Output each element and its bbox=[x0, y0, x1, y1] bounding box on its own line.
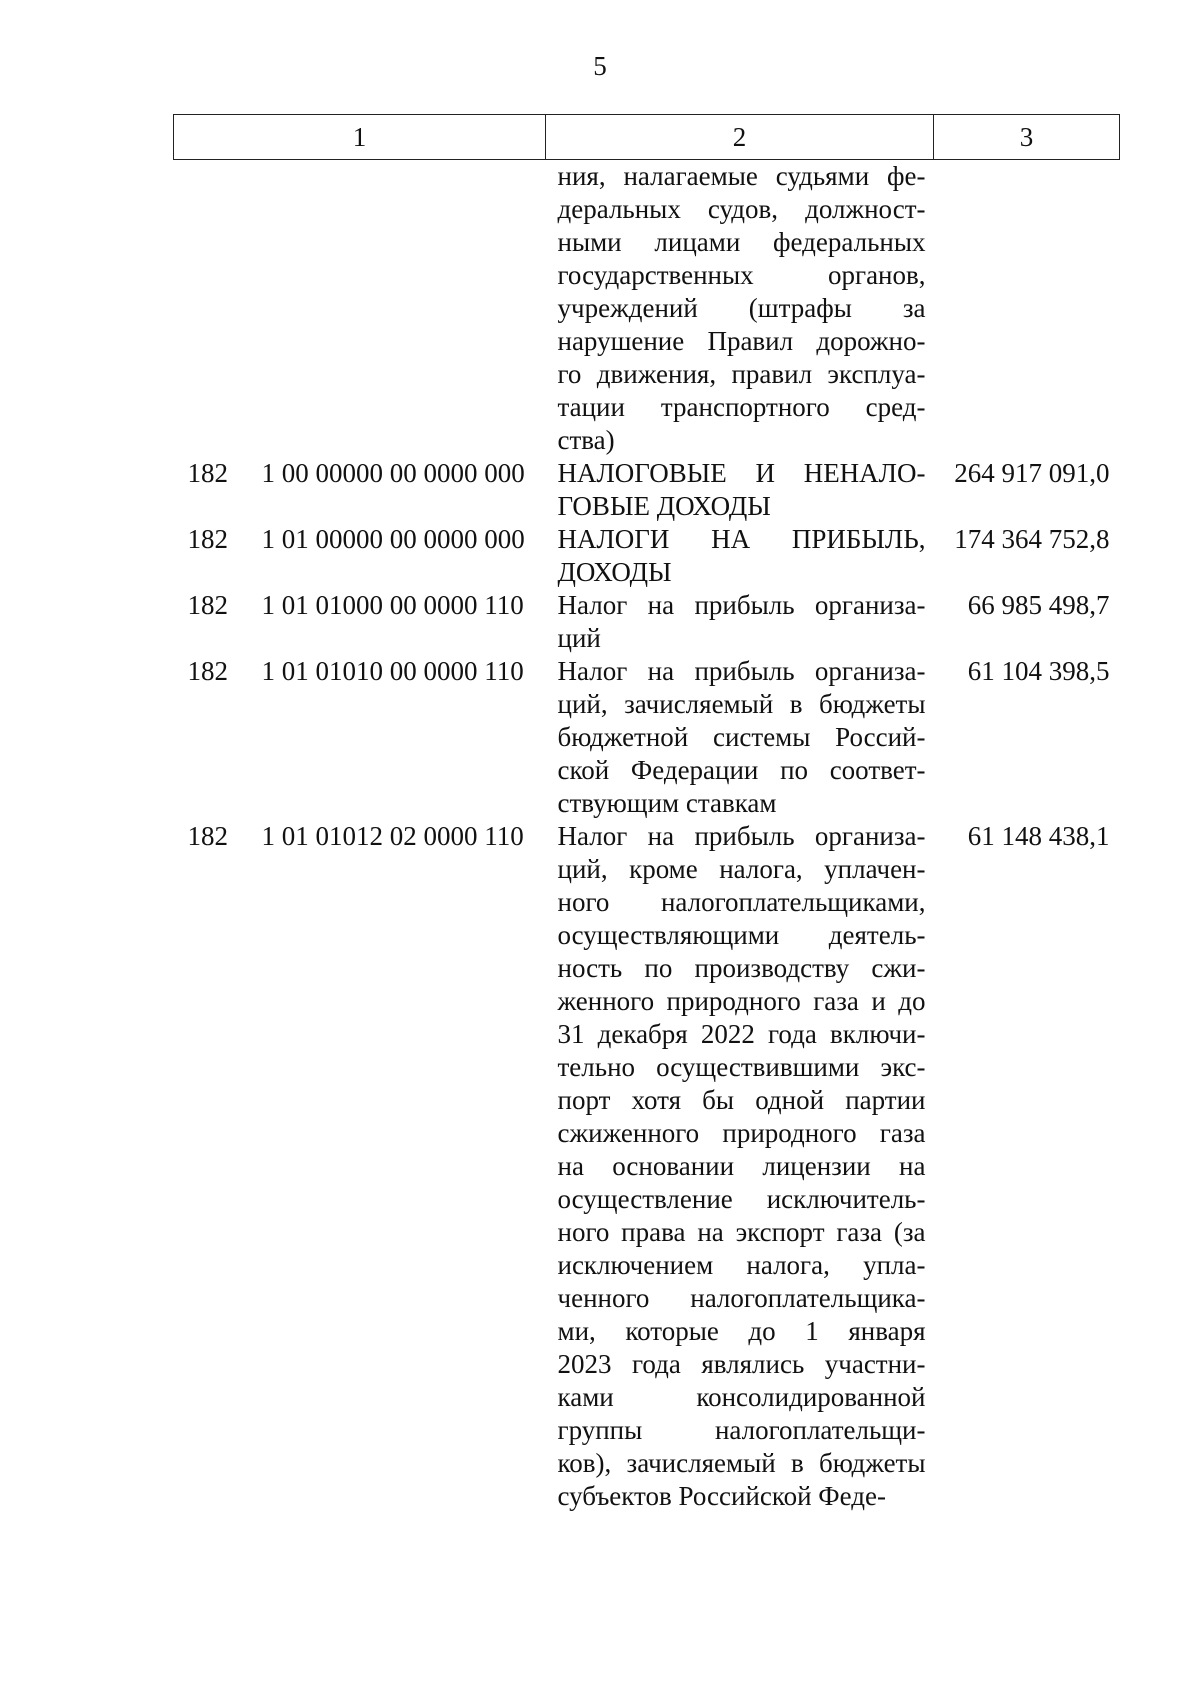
column-number-1: 1 bbox=[174, 115, 546, 160]
description-line: ствующим ставкам bbox=[557, 788, 777, 818]
description-line: тации транспортного сред- bbox=[557, 392, 926, 422]
administrator-code: 182 bbox=[187, 821, 228, 851]
column-number-3: 3 bbox=[934, 115, 1120, 160]
description-line: женного природного газа и до bbox=[557, 986, 926, 1016]
code-cell bbox=[174, 820, 546, 1513]
description-line: ния, налагаемые судьями фе- bbox=[557, 161, 926, 191]
description-cell bbox=[546, 589, 934, 655]
description-line: ской Федерации по соответ- bbox=[557, 755, 926, 785]
description-line: осуществляющими деятель- bbox=[557, 920, 926, 950]
administrator-code: 182 bbox=[187, 656, 228, 686]
table-header bbox=[174, 115, 1120, 160]
description-line: го движения, правил эксплуа- bbox=[557, 359, 926, 389]
description-line: Налог на прибыль организа- bbox=[557, 821, 926, 851]
column-number-row bbox=[174, 115, 1120, 160]
budget-classification-code: 1 00 00000 00 0000 000 bbox=[261, 458, 525, 488]
description-line: осуществление исключитель- bbox=[557, 1184, 926, 1214]
description-line: ного налогоплательщиками, bbox=[557, 887, 926, 917]
column-number-2: 2 bbox=[546, 115, 934, 160]
description-line: ций, зачисляемый в бюджеты bbox=[557, 689, 926, 719]
amount-cell: 61 104 398,5 bbox=[967, 656, 1110, 686]
administrator-code: 182 bbox=[187, 458, 228, 488]
description-line: государственных органов, bbox=[557, 260, 926, 290]
code-group bbox=[174, 457, 546, 490]
description-line: группы налогоплательщи- bbox=[557, 1415, 926, 1445]
budget-classification-code: 1 01 00000 00 0000 000 bbox=[261, 524, 525, 554]
table-row bbox=[174, 457, 1120, 523]
description-line: ного права на экспорт газа (за bbox=[557, 1217, 926, 1247]
budget-classification-code: 1 01 01012 02 0000 110 bbox=[261, 821, 524, 851]
description-line: бюджетной системы Россий- bbox=[557, 722, 926, 752]
code-group bbox=[174, 655, 546, 688]
table-body bbox=[174, 160, 1120, 1514]
description-cell bbox=[546, 523, 934, 589]
code-group bbox=[174, 820, 546, 853]
description-line: Налог на прибыль организа- bbox=[557, 590, 926, 620]
administrator-code: 182 bbox=[187, 524, 228, 554]
description-line: тельно осуществившими экс- bbox=[557, 1052, 926, 1082]
description-line: на основании лицензии на bbox=[557, 1151, 926, 1181]
amount-cell bbox=[934, 160, 1120, 458]
table-row bbox=[174, 589, 1120, 655]
administrator-code: 182 bbox=[187, 590, 228, 620]
description-line: порт хотя бы одной партии bbox=[557, 1085, 926, 1115]
code-cell bbox=[174, 655, 546, 820]
description-line: ций bbox=[557, 623, 601, 653]
code-group bbox=[174, 523, 546, 556]
table-row bbox=[174, 523, 1120, 589]
description-line: нарушение Правил дорожно- bbox=[557, 326, 926, 356]
description-line: ций, кроме налога, уплачен- bbox=[557, 854, 926, 884]
table-row bbox=[174, 160, 1120, 458]
amount-cell: 264 917 091,0 bbox=[954, 458, 1110, 488]
description-cell bbox=[546, 820, 934, 1513]
description-line: ми, которые до 1 января bbox=[557, 1316, 926, 1346]
description-line: ства) bbox=[557, 425, 615, 455]
description-line: сжиженного природного газа bbox=[557, 1118, 926, 1148]
description-line: учреждений (штрафы за bbox=[557, 293, 926, 323]
description-line: ДОХОДЫ bbox=[557, 557, 672, 587]
table-row bbox=[174, 655, 1120, 820]
description-line: субъектов Российской Феде- bbox=[557, 1481, 886, 1511]
description-cell bbox=[546, 457, 934, 523]
code-cell bbox=[174, 457, 546, 523]
amount-cell: 61 148 438,1 bbox=[967, 821, 1110, 851]
description-line: ченного налогоплательщика- bbox=[557, 1283, 926, 1313]
description-line: 31 декабря 2022 года включи- bbox=[557, 1019, 926, 1049]
description-line: деральных судов, должност- bbox=[557, 194, 926, 224]
description-line: ными лицами федеральных bbox=[557, 227, 926, 257]
amount-cell: 66 985 498,7 bbox=[967, 590, 1110, 620]
description-line: Налог на прибыль организа- bbox=[557, 656, 926, 686]
code-cell bbox=[174, 589, 546, 655]
description-line: ков), зачисляемый в бюджеты bbox=[557, 1448, 926, 1478]
budget-classification-code: 1 01 01010 00 0000 110 bbox=[261, 656, 524, 686]
description-line: 2023 года являлись участни- bbox=[557, 1349, 926, 1379]
description-line: НАЛОГОВЫЕ И НЕНАЛО- bbox=[557, 458, 926, 488]
description-line: исключением налога, упла- bbox=[557, 1250, 926, 1280]
description-line: ками консолидированной bbox=[557, 1382, 926, 1412]
page-number: 5 bbox=[593, 51, 607, 81]
budget-classification-code: 1 01 01000 00 0000 110 bbox=[261, 590, 524, 620]
description-line: НАЛОГИ НА ПРИБЫЛЬ, bbox=[557, 524, 926, 554]
description-cell bbox=[546, 160, 934, 458]
code-cell bbox=[174, 160, 546, 458]
description-line: ГОВЫЕ ДОХОДЫ bbox=[557, 491, 771, 521]
description-line: ность по производству сжи- bbox=[557, 953, 926, 983]
code-group bbox=[174, 589, 546, 622]
amount-cell: 174 364 752,8 bbox=[954, 524, 1110, 554]
description-cell bbox=[546, 655, 934, 820]
code-cell bbox=[174, 523, 546, 589]
budget-revenue-table bbox=[173, 114, 1120, 1513]
table-row bbox=[174, 820, 1120, 1513]
